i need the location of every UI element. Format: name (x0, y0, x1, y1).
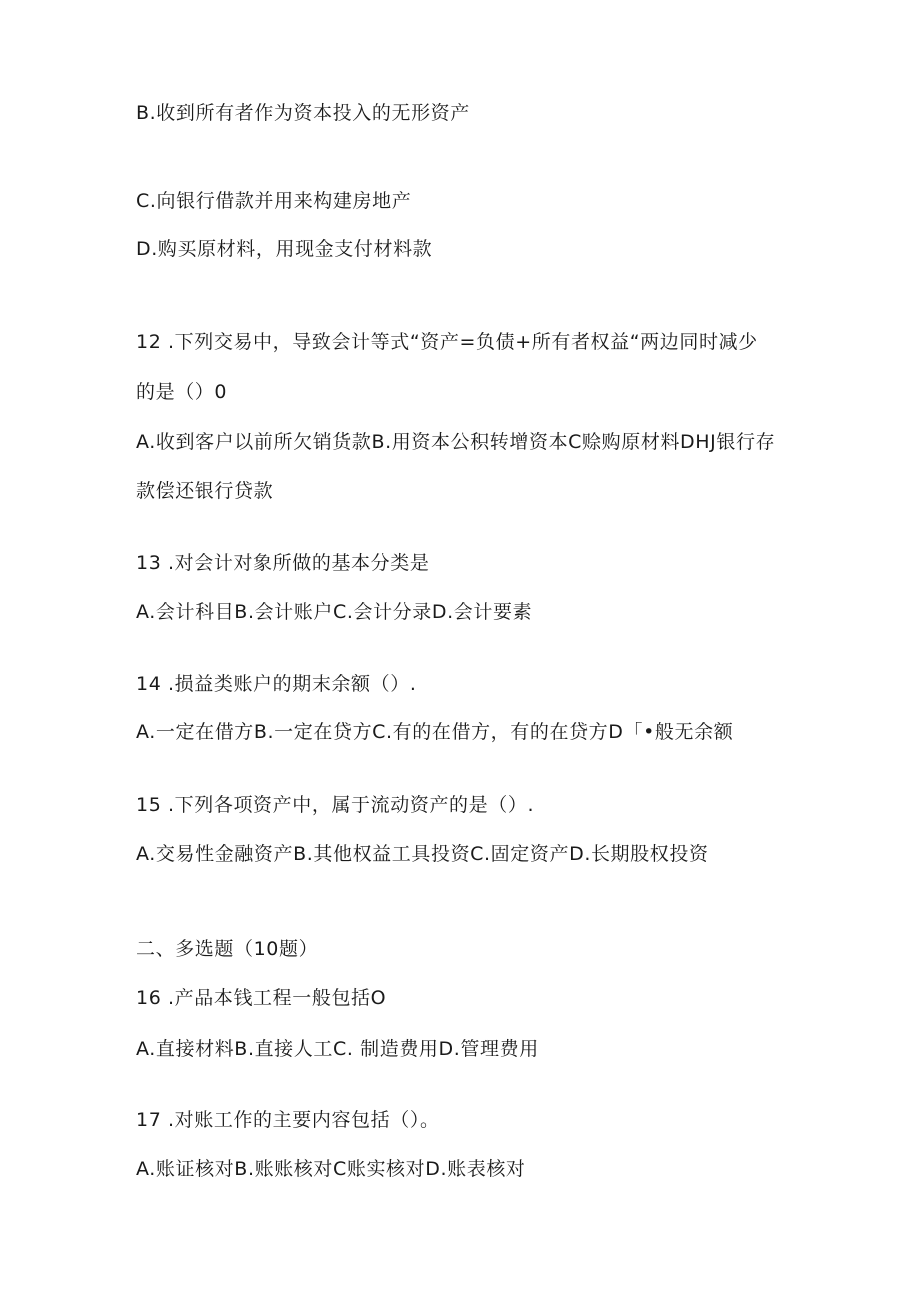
option-line: C.向银行借款并用来构建房地产 (136, 190, 412, 212)
option-line: A.会计科目B.会计账户C.会计分录D.会计要素 (136, 601, 533, 623)
section-heading: 二、多选题（10题） (136, 938, 319, 960)
question-12: 12 .下列交易中，导致会计等式“资产=负债+所有者权益“两边同时减少 (136, 331, 758, 353)
option-line: A.一定在借方B.一定在贷方C.有的在借方，有的在贷方D「•般无余额 (136, 721, 734, 743)
option-line: A.收到客户以前所欠销货款B.用资本公积转增资本C赊购原材料DHJ银行存 (136, 431, 776, 453)
option-line: A.账证核对B.账账核对C账实核对D.账表核对 (136, 1158, 526, 1180)
option-line: D.购买原材料，用现金支付材料款 (136, 238, 433, 260)
option-line: B.收到所有者作为资本投入的无形资产 (136, 102, 470, 124)
option-line: 款偿还银行贷款 (136, 480, 274, 502)
question-14: 14 .损益类账户的期末余额（）. (136, 673, 417, 695)
question-17: 17 .对账工作的主要内容包括（）。 (136, 1109, 440, 1131)
question-13: 13 .对会计对象所做的基本分类是 (136, 552, 430, 574)
question-16: 16 .产品本钱工程一般包括O (136, 987, 387, 1009)
question-line: 的是（）0 (136, 381, 228, 403)
option-line: A.交易性金融资产B.其他权益工具投资C.固定资产D.长期股权投资 (136, 843, 709, 865)
option-line: A.直接材料B.直接人工C. 制造费用D.管理费用 (136, 1038, 539, 1060)
question-15: 15 .下列各项资产中，属于流动资产的是（）. (136, 794, 535, 816)
